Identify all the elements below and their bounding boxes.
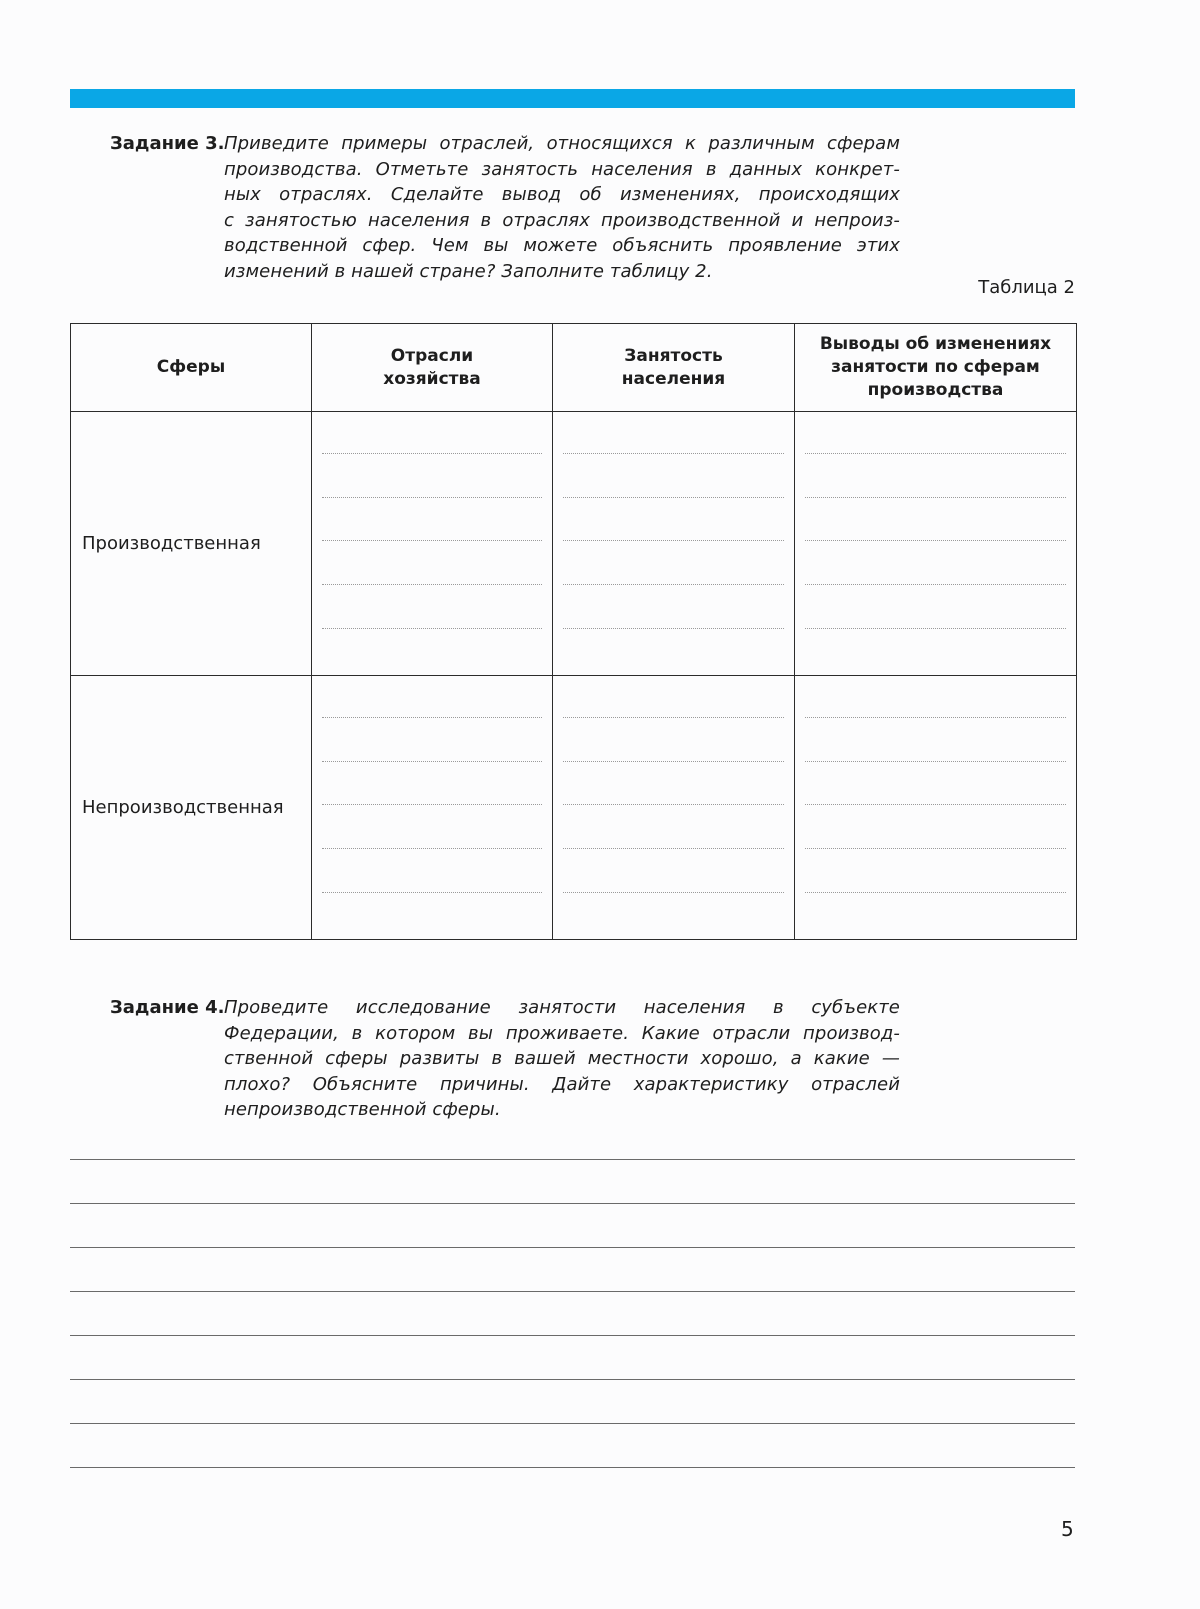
header-industries: Отрасли хозяйства [312, 324, 553, 412]
task-4-label: Задание 4. [110, 997, 225, 1018]
dotted-answer-line [563, 848, 784, 849]
task-3-line: ных отраслях. Сделайте вывод об изменениях, происходящих [224, 184, 900, 205]
dotted-answer-line [322, 540, 542, 541]
table-header-row [71, 324, 1077, 412]
dotted-answer-line [563, 453, 784, 454]
dotted-answer-line [805, 540, 1066, 541]
employment-table [70, 323, 1077, 940]
page-number: 5 [1061, 1517, 1074, 1541]
dotted-answer-line [805, 848, 1066, 849]
dotted-answer-line [322, 761, 542, 762]
dotted-answer-line [805, 453, 1066, 454]
dotted-answer-line [563, 584, 784, 585]
dotted-answer-line [322, 717, 542, 718]
dotted-answer-line [805, 584, 1066, 585]
answer-cell[interactable] [312, 412, 553, 676]
dotted-answer-line [322, 453, 542, 454]
header-accent-bar [70, 89, 1075, 108]
header-spheres: Сферы [71, 324, 312, 412]
dotted-answer-line [563, 540, 784, 541]
dotted-answer-line [563, 628, 784, 629]
dotted-answer-line [805, 628, 1066, 629]
task-4-line: Федерации, в котором вы проживаете. Какие отрасли производ- [224, 1022, 900, 1044]
task-3-line: производства. Отметьте занятость населения в данных конкрет- [224, 158, 900, 180]
dotted-answer-line [563, 497, 784, 498]
task-4 [110, 995, 900, 1123]
dotted-answer-line [322, 497, 542, 498]
task-3-line: с занятостью населения в отраслях производственной и непроиз- [224, 209, 900, 231]
answer-line[interactable] [70, 1335, 1075, 1336]
task-3-line: Приведите примеры отраслей, относящихся к различным сферам [224, 133, 900, 154]
dotted-answer-line [563, 717, 784, 718]
answer-line[interactable] [70, 1159, 1075, 1160]
header-employment: Занятость населения [553, 324, 795, 412]
dotted-answer-line [805, 497, 1066, 498]
task-4-line: Проведите исследование занятости населения в субъекте [224, 997, 900, 1018]
table-caption: Таблица 2 [978, 277, 1075, 298]
dotted-answer-line [805, 761, 1066, 762]
answer-cell[interactable] [553, 676, 795, 940]
task-3 [110, 131, 900, 284]
answer-line[interactable] [70, 1203, 1075, 1204]
task-3-text [224, 131, 900, 284]
dotted-answer-line [322, 892, 542, 893]
answer-cell[interactable] [553, 412, 795, 676]
answer-cell[interactable] [795, 676, 1077, 940]
dotted-answer-line [322, 848, 542, 849]
task-4-text [224, 995, 900, 1123]
dotted-answer-line [563, 804, 784, 805]
table-row [71, 412, 1077, 676]
dotted-answer-line [805, 717, 1066, 718]
answer-line[interactable] [70, 1423, 1075, 1424]
task-3-label: Задание 3. [110, 133, 225, 154]
answer-cell[interactable] [795, 412, 1077, 676]
table-row [71, 676, 1077, 940]
answer-line[interactable] [70, 1247, 1075, 1248]
dotted-answer-line [563, 761, 784, 762]
sphere-production: Производственная [71, 412, 312, 676]
header-conclusions: Выводы об изменениях занятости по сферам производства [795, 324, 1077, 412]
task-3-line: водственной сфер. Чем вы можете объяснить проявление этих [224, 235, 900, 256]
dotted-answer-line [805, 804, 1066, 805]
dotted-answer-line [805, 892, 1066, 893]
dotted-answer-line [322, 584, 542, 585]
answer-line[interactable] [70, 1291, 1075, 1292]
dotted-answer-line [563, 892, 784, 893]
answer-line[interactable] [70, 1467, 1075, 1468]
answer-line[interactable] [70, 1379, 1075, 1380]
task-4-line: непроизводственной сферы. [224, 1099, 501, 1120]
answer-cell[interactable] [312, 676, 553, 940]
task-3-line: изменений в нашей стране? Заполните таблицу 2. [224, 260, 713, 282]
task-4-line: плохо? Объясните причины. Дайте характеристику отраслей [224, 1073, 900, 1095]
sphere-non-production: Непроизводственная [71, 676, 312, 940]
dotted-answer-line [322, 628, 542, 629]
dotted-answer-line [322, 804, 542, 805]
task-4-line: ственной сферы развиты в вашей местности хорошо, а какие — [224, 1048, 900, 1069]
